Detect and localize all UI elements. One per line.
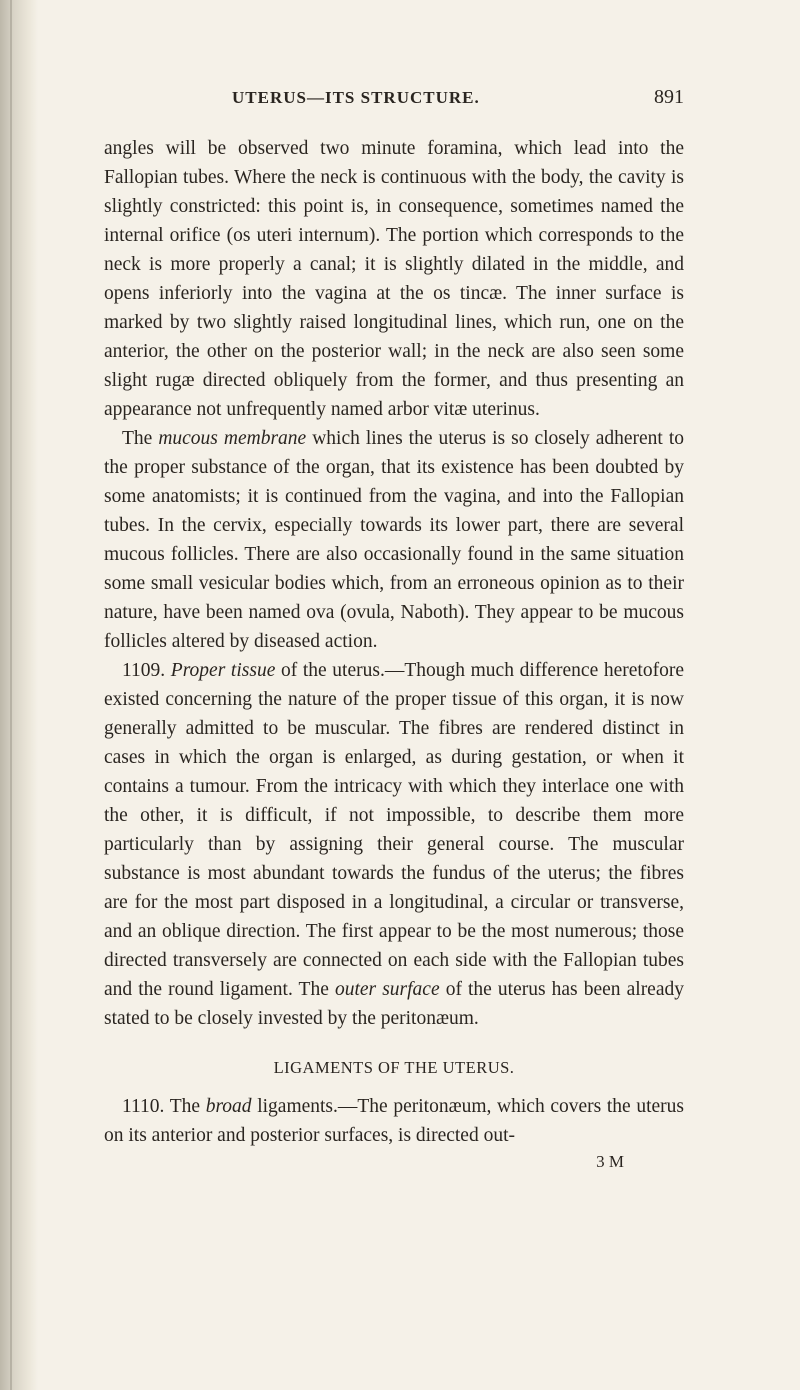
binding-edge	[10, 0, 12, 1390]
paragraph-3-text-b: of the uterus.—Though much difference heretofore existed concerning the nature of the proper tissue of this organ, it is now generally admitted to be muscular. The fibres are rendered distinct in cases in which the organ is enlarged, as during gestation, or when it contains a tumour. From the intricacy with which they interlace one with the other, it is difficult, if not impossible, to describe them more particularly than by assigning their general course. The muscular substance is most abundant towards the fundus of the uterus; the fibres are for the most part disposed in a longitudinal, a circular or transverse, and an oblique direction. The first appear to be the most numerous; those directed transversely are connected on each side with the Fallopian tubes and the round ligament. The	[104, 660, 684, 1000]
paragraph-2	[104, 424, 684, 656]
paragraph-1	[104, 134, 684, 424]
paragraph-4-text-b: ligaments.—The peritonæum, which covers the uterus on its anterior and posterior surfaces, is directed out-	[104, 1096, 684, 1146]
paragraph-3-term-b: outer surface	[334, 979, 440, 1000]
book-page	[104, 88, 684, 1174]
body-text	[104, 134, 684, 1174]
paragraph-2-text-a: The	[122, 428, 159, 449]
paragraph-4	[104, 1092, 684, 1150]
book-binding-shadow	[0, 0, 38, 1390]
paragraph-3-text-c: of the uterus has been already stated to be closely invested by the peritonæum.	[104, 979, 684, 1029]
paragraph-1-text: angles will be observed two minute foramina, which lead into the Fallopian tubes. Where the neck is continuous with the body, the cavity is slightly constricted: this point is, in consequence, sometimes named the internal orifice (os uteri internum). The portion which corresponds to the neck is more properly a canal; it is slightly dilated in the middle, and opens inferiorly into the vagina at the os tincæ. The inner surface is marked by two slightly raised longitudinal lines, which run, one on the anterior, the other on the posterior wall; in the neck are also seen some slight rugæ directed obliquely from the former, and thus presenting an appearance not unfrequently named arbor vitæ uterinus.	[104, 138, 684, 420]
paragraph-2-term: mucous membrane	[158, 428, 307, 449]
section-heading: LIGAMENTS OF THE UTERUS.	[273, 1058, 515, 1077]
running-head	[104, 88, 684, 116]
paragraph-4-term: broad	[205, 1096, 252, 1117]
paragraph-3-text-a: 1109.	[122, 660, 171, 681]
running-head-title: UTERUS—ITS STRUCTURE.	[232, 88, 480, 107]
paragraph-3-term-a: Proper tissue	[170, 660, 276, 681]
paragraph-4-text-a: 1110. The	[122, 1096, 206, 1117]
signature-mark: 3 M	[596, 1152, 624, 1171]
paragraph-3	[104, 656, 684, 1033]
page-number: 891	[654, 86, 684, 108]
paragraph-2-text-b: which lines the uterus is so closely adherent to the proper substance of the organ, that its existence has been doubted by some anatomists; it is continued from the vagina, and into the Fallopian tubes. In the cervix, especially towards its lower part, there are several mucous follicles. There are also occasionally found in the same situation some small vesicular bodies which, from an erroneous opinion as to their nature, have been named ova (ovula, Naboth). They appear to be mucous follicles altered by diseased action.	[104, 428, 684, 652]
